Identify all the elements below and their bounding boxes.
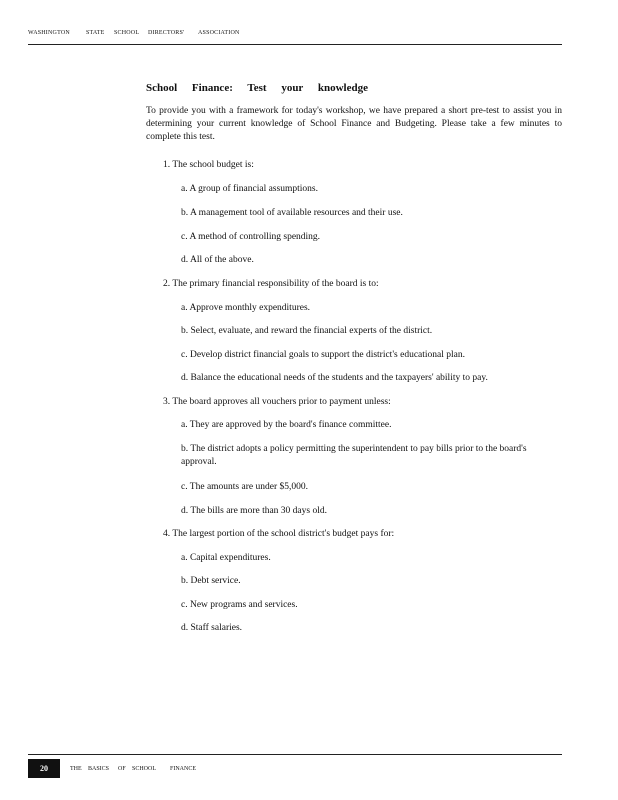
question-2: 2. The primary financial responsibility of the board is to: [163, 279, 379, 289]
answer-option: d. Staff salaries. [181, 623, 243, 633]
answer-option: c. The amounts are under $5,000. [181, 482, 308, 492]
answer-option: a. Approve monthly expenditures. [181, 303, 311, 313]
answer-option: a. A group of financial assumptions. [181, 184, 318, 194]
question-4: 4. The largest portion of the school district's budget pays for: [163, 529, 395, 539]
answer-option: b. The district adopts a policy permitting the superintendent to pay bills prior to the board's approval. [181, 444, 527, 467]
answer-option: c. A method of controlling spending. [181, 232, 321, 242]
question-3: 3. The board approves all vouchers prior to payment unless: [163, 397, 391, 407]
answer-option: a. Capital expenditures. [181, 553, 271, 563]
answer-option: b. Select, evaluate, and reward the financial experts of the district. [181, 326, 433, 336]
intro-paragraph: To provide you with a framework for today's workshop, we have prepared a short pre-test to assist you in determining your current knowledge of School Finance and Budgeting. Please take a few minutes to complete this test. [146, 106, 562, 142]
running-header [28, 30, 562, 45]
header-word: ASSOCIATION [198, 30, 240, 36]
answer-option: c. New programs and services. [181, 600, 298, 610]
footer-rule [28, 754, 562, 755]
page-number: 20 [28, 759, 60, 778]
answer-option: b. A management tool of available resources and their use. [181, 208, 403, 218]
answer-option: d. Balance the educational needs of the students and the taxpayers' ability to pay. [181, 373, 488, 383]
header-word: DIRECTORS' [148, 30, 185, 36]
header-word: SCHOOL [114, 30, 140, 36]
answer-option: b. Debt service. [181, 576, 241, 586]
document-title: School Finance: Test your knowledge [146, 82, 368, 94]
header-word: WASHINGTON [28, 30, 70, 36]
footer-word: OF [118, 766, 126, 772]
question-1: 1. The school budget is: [163, 160, 254, 170]
answer-option: d. The bills are more than 30 days old. [181, 506, 327, 516]
answer-option: d. All of the above. [181, 255, 254, 265]
footer-word: FINANCE [170, 766, 197, 772]
answer-option: c. Develop district financial goals to support the district's educational plan. [181, 350, 465, 360]
answer-option: a. They are approved by the board's finance committee. [181, 420, 392, 430]
footer-word: THE [70, 766, 82, 772]
footer-word: SCHOOL [132, 766, 157, 772]
footer-word: BASICS [88, 766, 110, 772]
header-word: STATE [86, 30, 105, 36]
